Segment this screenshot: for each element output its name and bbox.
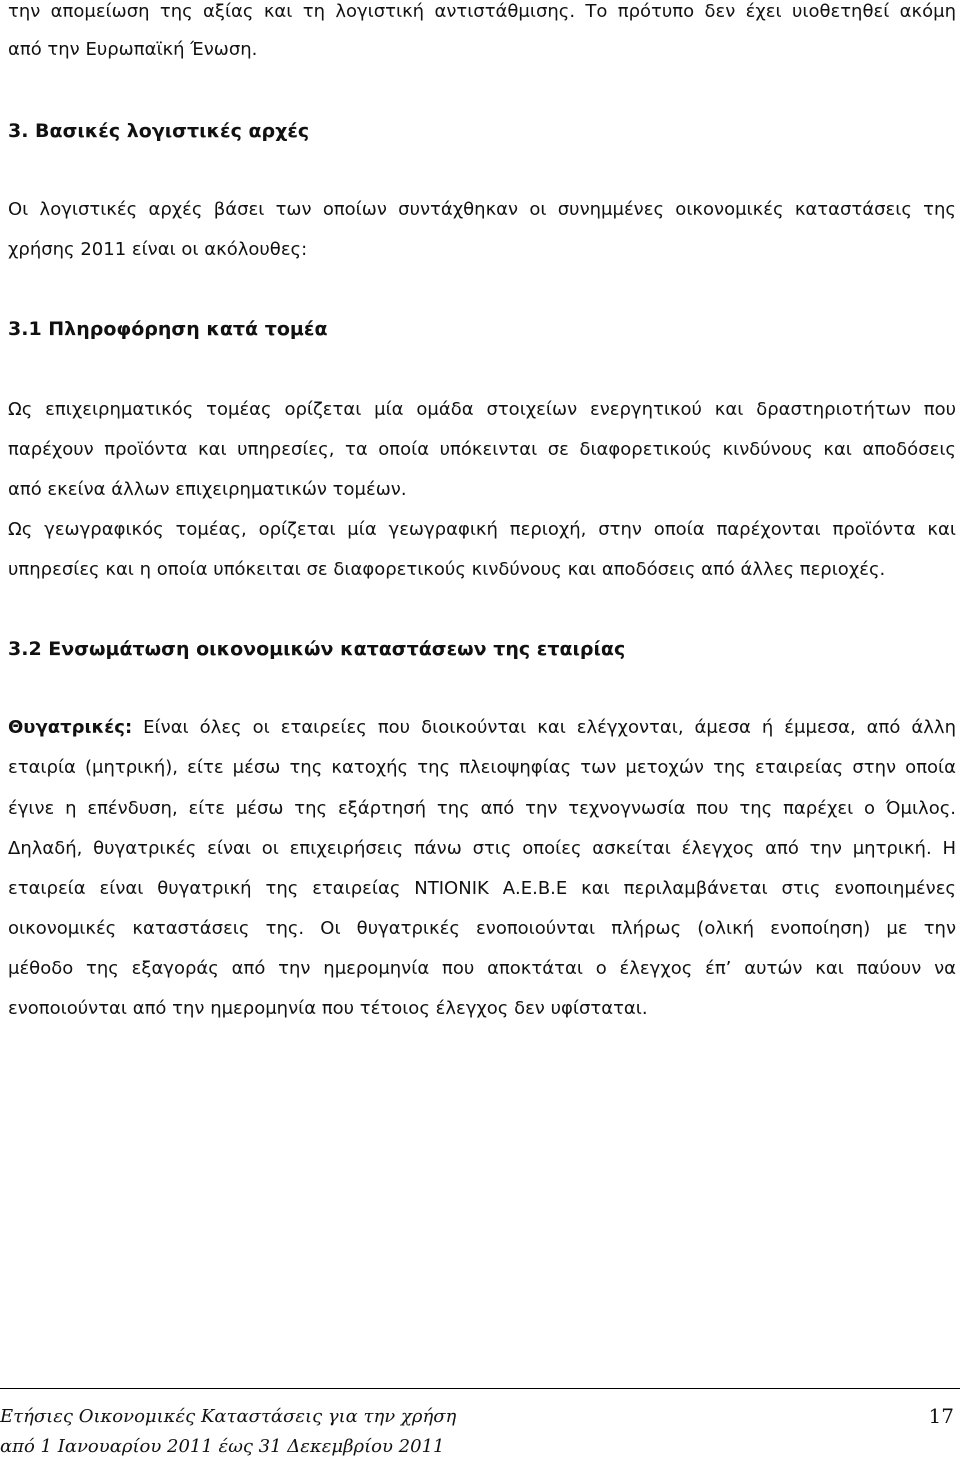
geographic-segment-line-2: υπηρεσίες και η οποία υπόκειται σε διαφορετικούς κινδύνους και αποδόσεις από άλλες περιοχές. (8, 559, 886, 580)
subsidiaries-line-4: Δηλαδή, θυγατρικές είναι οι επιχειρήσεις πάνω στις οποίες ασκείται έλεγχος από την μητρική. Η (8, 838, 956, 859)
footer-divider (0, 1388, 960, 1389)
footer-report-title: Ετήσιες Οικονομικές Καταστάσεις για την χρήση (0, 1406, 457, 1427)
section-3-paragraph-line-2: χρήσης 2011 είναι οι ακόλουθες: (8, 239, 308, 260)
subsidiaries-line-8: ενοποιούνται από την ημερομηνία που τέτοιος έλεγχος δεν υφίσταται. (8, 998, 648, 1019)
subsidiaries-line-2: εταιρία (μητρική), είτε μέσω της κατοχής της πλειοψηφίας των μετοχών της εταιρείας στην οποία (8, 757, 956, 778)
section-3-2-heading: 3.2 Ενσωμάτωση οικονομικών καταστάσεων της εταιρίας (8, 638, 626, 660)
subsidiaries-line-3: έγινε η επένδυση, είτε μέσω της εξάρτησή της από την τεχνογνωσία που της παρέχει ο Όμιλος. (8, 798, 956, 819)
subsidiaries-line-6: οικονομικές καταστάσεις της. Οι θυγατρικές ενοποιούνται πλήρως (ολική ενοποίηση) με την (8, 918, 956, 939)
intro-line-1: την απομείωση της αξίας και τη λογιστική αντιστάθμισης. Το πρότυπο δεν έχει υιοθετηθεί ακόμη (8, 1, 956, 22)
geographic-segment-line-1: Ως γεωγραφικός τομέας, ορίζεται μία γεωγραφική περιοχή, στην οποία παρέχονται προϊόντα και (8, 519, 956, 540)
page-number: 17 (928, 1404, 954, 1428)
segment-definition-line-3: από εκείνα άλλων επιχειρηματικών τομέων. (8, 479, 407, 500)
subsidiaries-line-1-text: Είναι όλες οι εταιρείες που διοικούνται και ελέγχονται, άμεσα ή έμμεσα, από άλλη (132, 717, 956, 738)
subsidiaries-label: Θυγατρικές: (8, 717, 133, 738)
segment-definition-line-2: παρέχουν προϊόντα και υπηρεσίες, τα οποία υπόκεινται σε διαφορετικούς κινδύνους και αποδόσεις (8, 439, 956, 460)
subsidiaries-line-5: εταιρεία είναι θυγατρική της εταιρείας ΝΤΙΟΝΙΚ Α.Ε.Β.Ε και περιλαμβάνεται στις ενοποιημένες (8, 878, 956, 899)
section-3-paragraph-line-1: Οι λογιστικές αρχές βάσει των οποίων συντάχθηκαν οι συνημμένες οικονομικές καταστάσεις της (8, 199, 956, 220)
section-3-1-heading: 3.1 Πληροφόρηση κατά τομέα (8, 318, 328, 340)
footer-period: από 1 Ιανουαρίου 2011 έως 31 Δεκεμβρίου 2011 (0, 1436, 445, 1457)
subsidiaries-line-7: μέθοδο της εξαγοράς από την ημερομηνία που αποκτάται ο έλεγχος έπ’ αυτών και παύουν να (8, 958, 956, 979)
intro-line-2: από την Ευρωπαϊκή Ένωση. (8, 39, 258, 60)
section-3-heading: 3. Βασικές λογιστικές αρχές (8, 120, 310, 142)
segment-definition-line-1: Ως επιχειρηματικός τομέας ορίζεται μία ομάδα στοιχείων ενεργητικού και δραστηριοτήτων που (8, 399, 956, 420)
subsidiaries-line-1 (8, 716, 956, 740)
